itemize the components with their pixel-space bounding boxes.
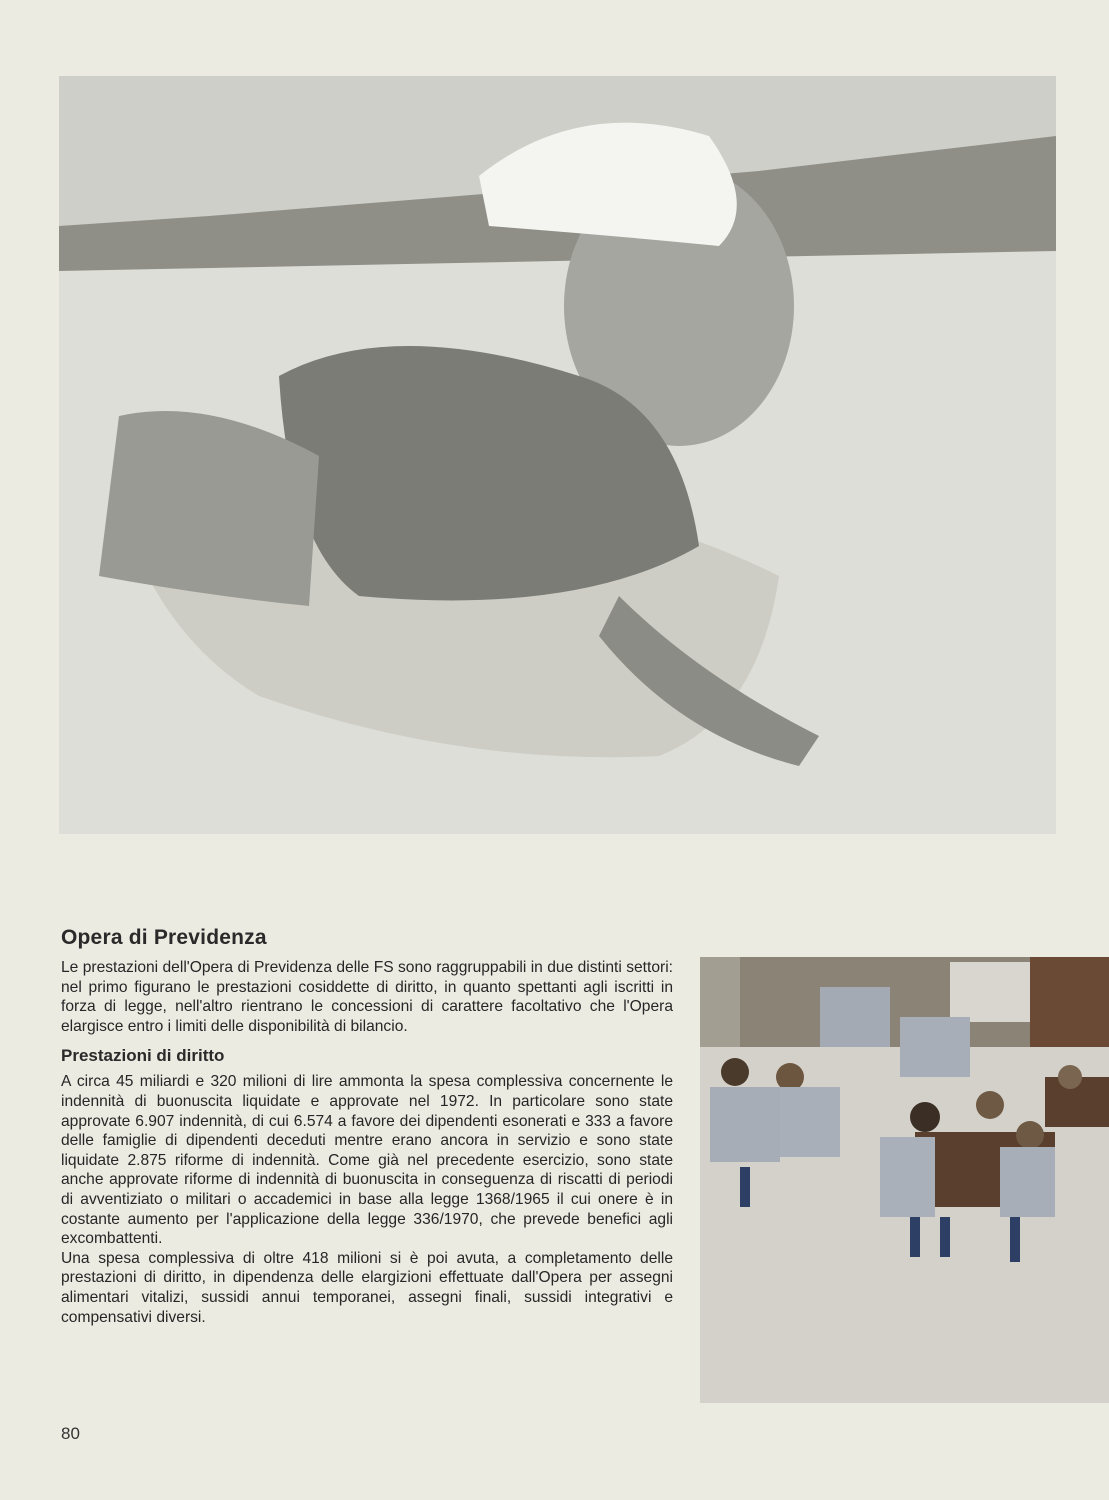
article-body-1: A circa 45 miliardi e 320 milioni di lire ammonta la spesa complessiva concernente le indennità di buonuscita liquidate e approvate nel 1972. In particolare sono state approvate 6.907 indennità, di cui 6.574 a favore dei dipendenti esonerati e 333 a favore delle famiglie di dipendenti deceduti mentre erano ancora in servizio e sono state liquidate 2.875 riforme di indennità. Come già nel precedente esercizio, sono state anche approvate riforme di indennità di buonuscita in conseguenza di riscatti di periodi di avventiziato o militari o accademici in base alla legge 1368/1965 il cui onere è in costante aumento per l'applicazione della legge 336/1970, che prevede benefici agli excombattenti. <box>61 1073 673 1248</box>
article <box>61 926 673 1327</box>
article-intro: Le prestazioni dell'Opera di Previdenza delle FS sono raggruppabili in due distinti settori: nel primo figurano le prestazioni cosiddette di diritto, in quanto spettanti agli iscritti in forza di legge, nell'altro rientrano le concessioni di carattere facoltativo che l'Opera elargisce entro i limiti delle disponibilità di bilancio. <box>61 959 673 1035</box>
article-subtitle: Prestazioni di diritto <box>61 1046 225 1066</box>
photo-boy-in-sand <box>59 76 1056 834</box>
photo-children-at-tables <box>700 957 1109 1403</box>
article-title: Opera di Previdenza <box>61 926 267 949</box>
page-number: 80 <box>61 1424 80 1443</box>
article-body-2: Una spesa complessiva di oltre 418 milioni si è poi avuta, a completamento delle prestazioni di diritto, in dipendenza delle elargizioni effettuate dall'Opera per assegni alimentari vitalizi, sussidi annui temporanei, assegni finali, sussidi integrativi e compensativi diversi. <box>61 1249 673 1326</box>
